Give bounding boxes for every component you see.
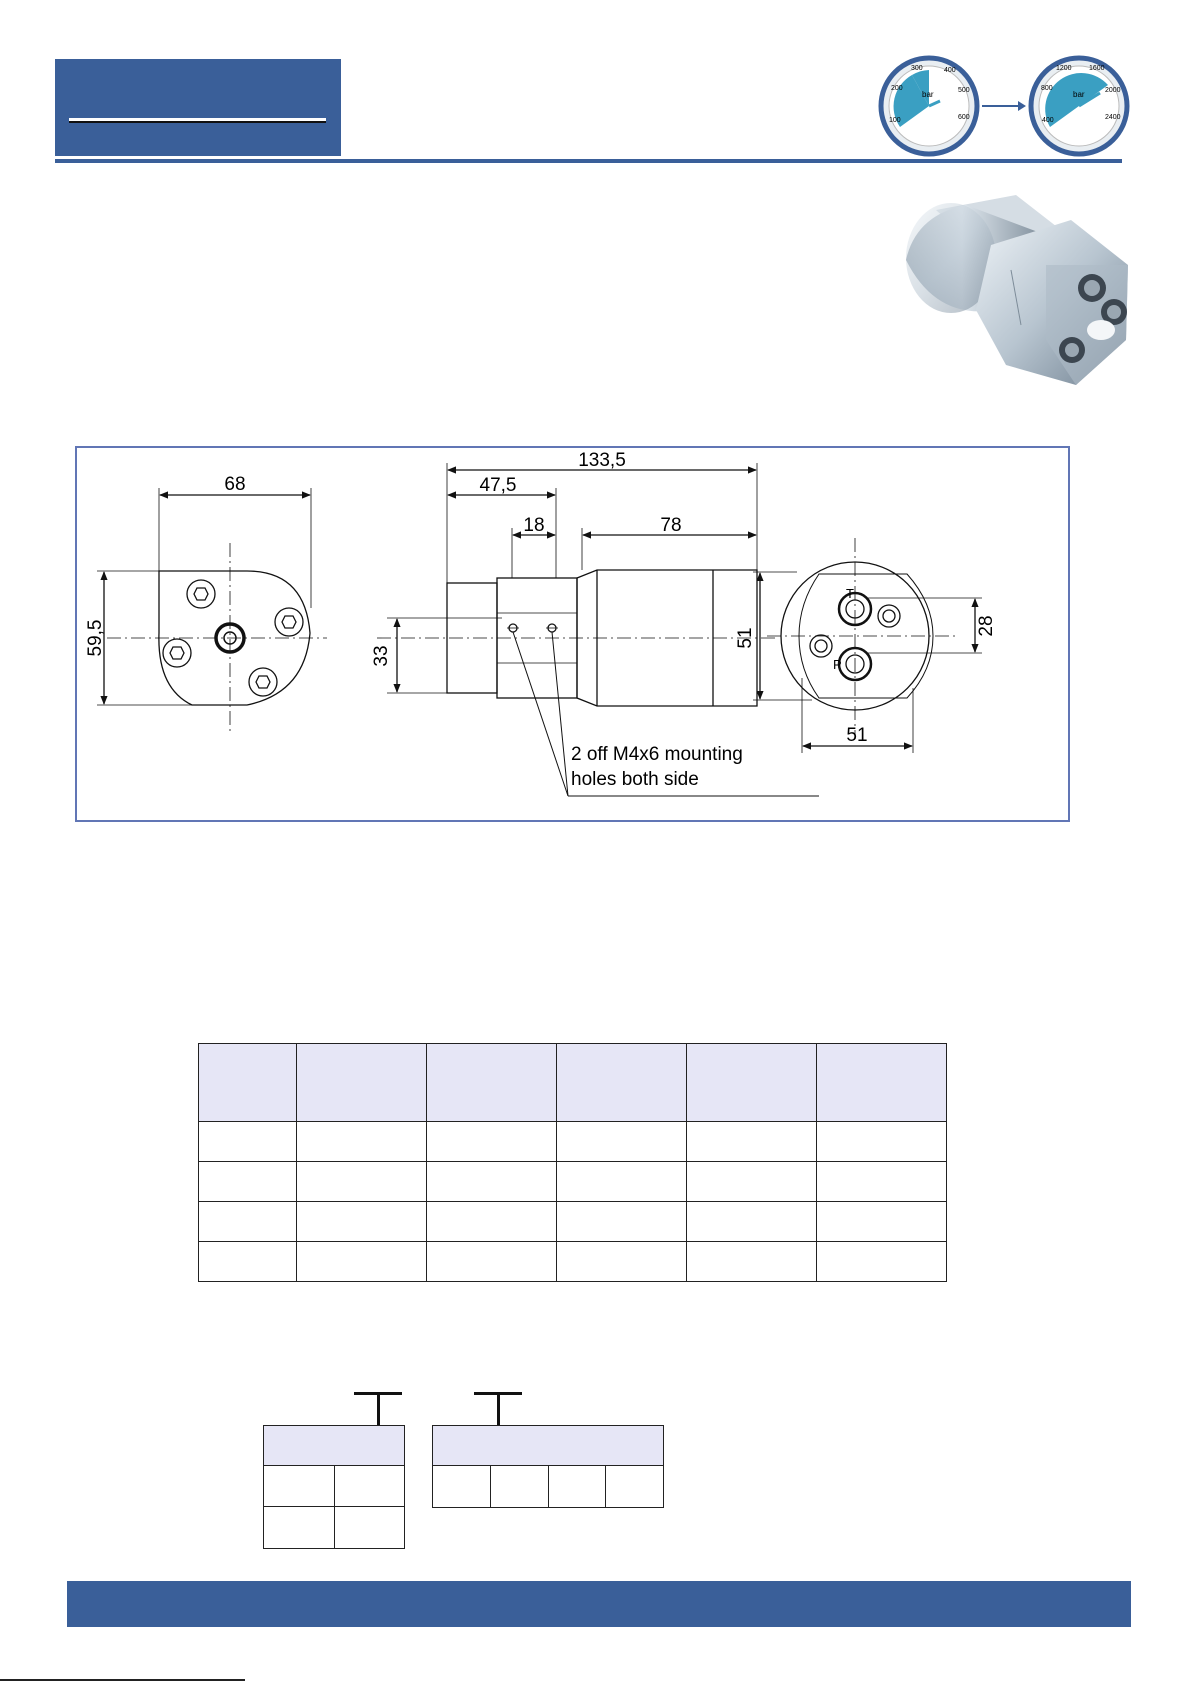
order-code-cell — [264, 1507, 335, 1548]
header-title-underline — [69, 118, 326, 123]
order-code-cell — [335, 1466, 405, 1506]
gauge-arrow-icon — [982, 101, 1026, 111]
dim-section-c: 78 — [660, 515, 682, 536]
svg-text:100: 100 — [889, 117, 901, 124]
low-pressure-gauge — [881, 58, 977, 154]
svg-text:bar: bar — [1073, 90, 1085, 99]
table-cell — [817, 1242, 947, 1282]
svg-text:1600: 1600 — [1089, 65, 1105, 72]
high-pressure-gauge — [1031, 58, 1127, 154]
table-row — [199, 1122, 947, 1162]
svg-text:200: 200 — [891, 85, 903, 92]
marker-stem — [377, 1392, 380, 1426]
svg-text:400: 400 — [1042, 117, 1054, 124]
dim-width-front: 68 — [224, 474, 246, 495]
table-cell — [687, 1202, 817, 1242]
order-code-row — [264, 1466, 404, 1507]
pressure-gauges-icon — [878, 55, 1132, 157]
table-cell — [817, 1122, 947, 1162]
table-row — [199, 1162, 947, 1202]
order-code-cell — [335, 1507, 405, 1548]
port-label-t: T — [846, 586, 854, 601]
product-photo — [896, 190, 1136, 400]
order-code-cell — [606, 1466, 663, 1507]
order-code-group-left — [263, 1425, 405, 1549]
order-code-group-right — [432, 1425, 664, 1508]
spec-table — [198, 1043, 947, 1282]
table-cell — [199, 1122, 297, 1162]
table-cell — [297, 1162, 427, 1202]
dim-height-front: 59,5 — [85, 619, 106, 657]
order-code-header — [264, 1426, 404, 1466]
order-code-row — [264, 1507, 404, 1548]
dim-height-rear: 51 — [735, 627, 756, 649]
table-cell — [297, 1242, 427, 1282]
table-cell — [427, 1162, 557, 1202]
table-cell — [557, 1242, 687, 1282]
order-code-marker — [474, 1392, 522, 1426]
svg-text:2000: 2000 — [1105, 87, 1121, 94]
technical-drawing — [75, 446, 1070, 822]
dim-width-rear: 51 — [846, 725, 868, 746]
table-cell — [557, 1122, 687, 1162]
table-cell — [427, 1122, 557, 1162]
table-header-cell — [427, 1044, 557, 1122]
table-header-cell — [817, 1044, 947, 1122]
svg-text:600: 600 — [958, 114, 970, 121]
bottom-rule — [0, 1679, 245, 1681]
dim-section-a: 47,5 — [479, 475, 517, 496]
table-header-cell — [199, 1044, 297, 1122]
front-view — [97, 488, 327, 733]
dim-height-side: 33 — [371, 645, 392, 667]
table-header-cell — [557, 1044, 687, 1122]
order-code-marker — [354, 1392, 402, 1426]
dim-overall-length: 133,5 — [578, 450, 626, 471]
marker-stem — [497, 1392, 500, 1426]
table-row — [199, 1202, 947, 1242]
table-header-cell — [297, 1044, 427, 1122]
footer-bar — [67, 1581, 1131, 1627]
drawing-note-line1: 2 off M4x6 mounting — [571, 744, 743, 765]
table-cell — [557, 1202, 687, 1242]
dim-section-b: 18 — [523, 515, 545, 536]
table-header-row — [199, 1044, 947, 1122]
table-header-cell — [687, 1044, 817, 1122]
table-cell — [557, 1162, 687, 1202]
table-cell — [427, 1202, 557, 1242]
table-cell — [297, 1202, 427, 1242]
order-code-header — [433, 1426, 663, 1466]
dim-port-spacing: 28 — [976, 615, 997, 637]
svg-text:300: 300 — [911, 65, 923, 72]
svg-text:800: 800 — [1041, 85, 1053, 92]
table-cell — [817, 1162, 947, 1202]
table-cell — [199, 1202, 297, 1242]
svg-text:2400: 2400 — [1105, 114, 1121, 121]
order-code-cell — [549, 1466, 607, 1507]
header-divider — [55, 159, 1122, 163]
table-cell — [427, 1242, 557, 1282]
order-code-row — [433, 1466, 663, 1507]
table-cell — [687, 1162, 817, 1202]
svg-text:1200: 1200 — [1056, 65, 1072, 72]
port-label-p: P — [833, 657, 842, 672]
table-cell — [817, 1202, 947, 1242]
svg-text:bar: bar — [922, 90, 934, 99]
table-cell — [199, 1162, 297, 1202]
order-code-cell — [264, 1466, 335, 1506]
table-cell — [687, 1122, 817, 1162]
order-code-cell — [433, 1466, 491, 1507]
svg-text:400: 400 — [944, 67, 956, 74]
order-code-cell — [491, 1466, 549, 1507]
header-title-box — [55, 59, 341, 156]
rear-view — [753, 538, 982, 753]
table-cell — [297, 1122, 427, 1162]
table-cell — [687, 1242, 817, 1282]
table-row — [199, 1242, 947, 1282]
table-cell — [199, 1242, 297, 1282]
drawing-note-line2: holes both side — [571, 769, 699, 790]
svg-text:500: 500 — [958, 87, 970, 94]
